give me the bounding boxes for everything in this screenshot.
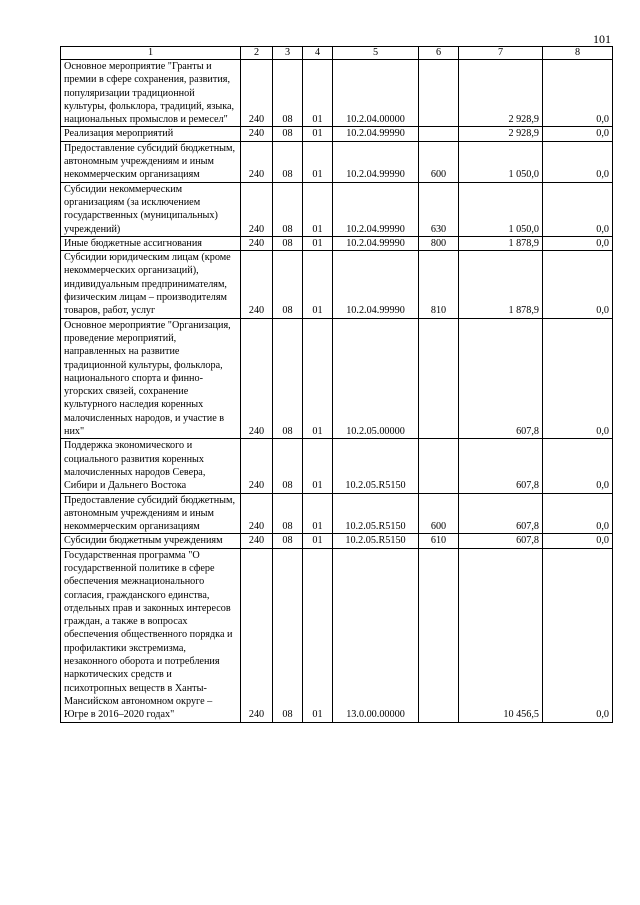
row-name: Субсидии некоммерческим организациям (за исключением государственных (муниципальных) учреждений) [61,182,241,236]
row-ministry-code: 240 [241,548,273,722]
row-subsection-code: 01 [303,318,333,439]
row-section-code: 08 [273,548,303,722]
row-target-code: 10.2.04.99990 [333,236,419,250]
row-name: Поддержка экономического и социального развития коренных малочисленных народов Севера, Сибири и Дальнего Востока [61,439,241,493]
row-expense-type: 630 [419,182,459,236]
row-name: Иные бюджетные ассигнования [61,236,241,250]
row-amount-2: 0,0 [543,493,613,534]
row-expense-type: 610 [419,534,459,548]
row-subsection-code: 01 [303,251,333,318]
table-row [61,548,613,722]
row-amount: 2 928,9 [459,60,543,127]
row-ministry-code: 240 [241,534,273,548]
row-subsection-code: 01 [303,60,333,127]
page-number: 101 [593,32,611,46]
row-amount: 607,8 [459,534,543,548]
row-expense-type: 810 [419,251,459,318]
row-subsection-code: 01 [303,534,333,548]
column-header: 5 [333,47,419,60]
row-amount-2: 0,0 [543,127,613,141]
row-section-code: 08 [273,251,303,318]
row-section-code: 08 [273,236,303,250]
row-ministry-code: 240 [241,251,273,318]
row-expense-type [419,318,459,439]
row-target-code: 13.0.00.00000 [333,548,419,722]
row-ministry-code: 240 [241,236,273,250]
row-section-code: 08 [273,439,303,493]
row-name: Государственная программа "О государственной политике в сфере обеспечения межнационального согласия, гражданского единства, отдельных прав и законных интересов граждан, а также в вопросах обеспечения общественного порядка и профилактики экстремизма, незаконного оборота и потребления наркотических средств и психотропных веществ в Ханты-Мансийском автономном округе – Югре в 2016–2020 годах" [61,548,241,722]
row-subsection-code: 01 [303,236,333,250]
row-expense-type [419,60,459,127]
row-section-code: 08 [273,141,303,182]
row-amount: 1 050,0 [459,141,543,182]
row-section-code: 08 [273,182,303,236]
table-row [61,493,613,534]
budget-table [60,46,613,723]
row-subsection-code: 01 [303,548,333,722]
row-ministry-code: 240 [241,60,273,127]
table-row [61,439,613,493]
row-name: Субсидии юридическим лицам (кроме некоммерческих организаций), индивидуальным предпринимателям, физическим лицам – производителям товаров, работ, услуг [61,251,241,318]
column-header: 4 [303,47,333,60]
row-amount-2: 0,0 [543,251,613,318]
row-subsection-code: 01 [303,493,333,534]
row-amount-2: 0,0 [543,534,613,548]
row-target-code: 10.2.05.R5150 [333,439,419,493]
row-name: Основное мероприятие "Организация, проведение мероприятий, направленных на развитие традиционной культуры, фольклора, национального спорта и финно-угорских связей, сохранение культурного наследия коренных малочисленных народов, и участие в них" [61,318,241,439]
row-subsection-code: 01 [303,182,333,236]
row-amount: 607,8 [459,318,543,439]
row-target-code: 10.2.04.00000 [333,60,419,127]
row-section-code: 08 [273,534,303,548]
row-target-code: 10.2.04.99990 [333,141,419,182]
table-row [61,182,613,236]
row-target-code: 10.2.05.R5150 [333,534,419,548]
column-header: 6 [419,47,459,60]
table-row [61,318,613,439]
column-header: 2 [241,47,273,60]
row-amount-2: 0,0 [543,141,613,182]
row-amount: 607,8 [459,439,543,493]
row-section-code: 08 [273,318,303,439]
row-expense-type: 800 [419,236,459,250]
row-target-code: 10.2.05.R5150 [333,493,419,534]
row-amount: 1 878,9 [459,236,543,250]
row-amount-2: 0,0 [543,60,613,127]
row-target-code: 10.2.04.99990 [333,182,419,236]
row-amount: 1 050,0 [459,182,543,236]
row-name: Реализация мероприятий [61,127,241,141]
table-row [61,251,613,318]
row-target-code: 10.2.05.00000 [333,318,419,439]
row-name: Предоставление субсидий бюджетным, автономным учреждениям и иным некоммерческим организациям [61,493,241,534]
header-row [61,47,613,60]
table-row [61,141,613,182]
row-ministry-code: 240 [241,141,273,182]
table-row [61,534,613,548]
row-expense-type: 600 [419,493,459,534]
row-amount: 10 456,5 [459,548,543,722]
table-row [61,236,613,250]
row-amount-2: 0,0 [543,318,613,439]
row-amount-2: 0,0 [543,548,613,722]
column-header: 3 [273,47,303,60]
row-expense-type [419,439,459,493]
row-amount: 607,8 [459,493,543,534]
table-row [61,127,613,141]
row-expense-type [419,548,459,722]
column-header: 7 [459,47,543,60]
table-row [61,60,613,127]
row-name: Основное мероприятие "Гранты и премии в сфере сохранения, развития, популяризации традиционной культуры, фольклора, традиций, языка, национальных промыслов и ремесел" [61,60,241,127]
row-ministry-code: 240 [241,182,273,236]
row-amount-2: 0,0 [543,236,613,250]
row-section-code: 08 [273,493,303,534]
row-amount: 1 878,9 [459,251,543,318]
column-header: 8 [543,47,613,60]
row-ministry-code: 240 [241,127,273,141]
row-ministry-code: 240 [241,493,273,534]
row-amount: 2 928,9 [459,127,543,141]
row-section-code: 08 [273,60,303,127]
row-target-code: 10.2.04.99990 [333,127,419,141]
row-ministry-code: 240 [241,318,273,439]
row-name: Субсидии бюджетным учреждениям [61,534,241,548]
row-target-code: 10.2.04.99990 [333,251,419,318]
row-section-code: 08 [273,127,303,141]
row-subsection-code: 01 [303,439,333,493]
row-subsection-code: 01 [303,141,333,182]
row-expense-type [419,127,459,141]
row-expense-type: 600 [419,141,459,182]
row-name: Предоставление субсидий бюджетным, автономным учреждениям и иным некоммерческим организациям [61,141,241,182]
row-ministry-code: 240 [241,439,273,493]
column-header: 1 [61,47,241,60]
row-amount-2: 0,0 [543,182,613,236]
row-subsection-code: 01 [303,127,333,141]
row-amount-2: 0,0 [543,439,613,493]
